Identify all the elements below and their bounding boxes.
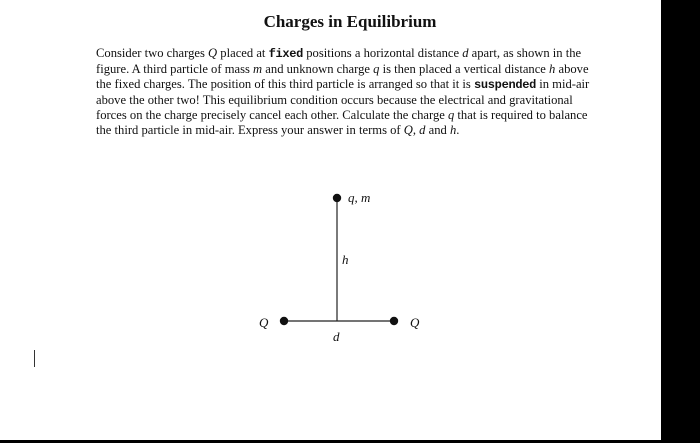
label-h: h xyxy=(342,252,349,267)
text-run: above the fixed charges. The position of this third particle is arranged so that it is xyxy=(96,61,589,91)
var-d: d xyxy=(462,46,469,60)
charge-right-dot xyxy=(390,317,398,325)
charge-left-dot xyxy=(280,317,288,325)
text-run: . xyxy=(456,122,460,137)
emphasis-suspended: suspended xyxy=(473,77,537,92)
charge-q-dot xyxy=(333,194,341,202)
text-run: apart, as shown in the figure. A third particle of mass xyxy=(96,46,582,76)
var-d: d xyxy=(419,122,426,137)
var-Q: Q xyxy=(403,122,413,137)
text-run: Consider two charges xyxy=(96,46,209,60)
text-run: and unknown charge xyxy=(262,61,374,76)
var-q: q xyxy=(447,107,455,122)
text-run: placed at xyxy=(217,46,269,60)
text-run: and xyxy=(425,122,450,137)
var-q: q xyxy=(373,61,380,76)
text-run: that is required to balance the third particle in mid-air. Express your answer in terms of xyxy=(96,107,588,137)
text-run: positions a horizontal distance xyxy=(303,46,463,60)
label-q-m: q, m xyxy=(348,190,371,205)
var-m: m xyxy=(253,61,263,76)
label-d: d xyxy=(333,329,340,344)
text-run: is then placed a vertical distance xyxy=(379,61,550,76)
text-run: in mid-air above the other two! This equilibrium condition occurs because the electrical and gravitational forces on the charge precisely cancel each other. Calculate the charge xyxy=(96,76,590,122)
page-title: Charges in Equilibrium xyxy=(263,12,437,31)
text-cursor xyxy=(34,350,35,367)
emphasis-fixed: fixed xyxy=(268,47,304,61)
text-run: , xyxy=(412,122,420,137)
var-Q: Q xyxy=(208,46,218,60)
var-h: h xyxy=(449,122,457,137)
var-h: h xyxy=(549,61,556,76)
label-Q-left: Q xyxy=(259,315,269,330)
label-Q-right: Q xyxy=(410,315,420,330)
